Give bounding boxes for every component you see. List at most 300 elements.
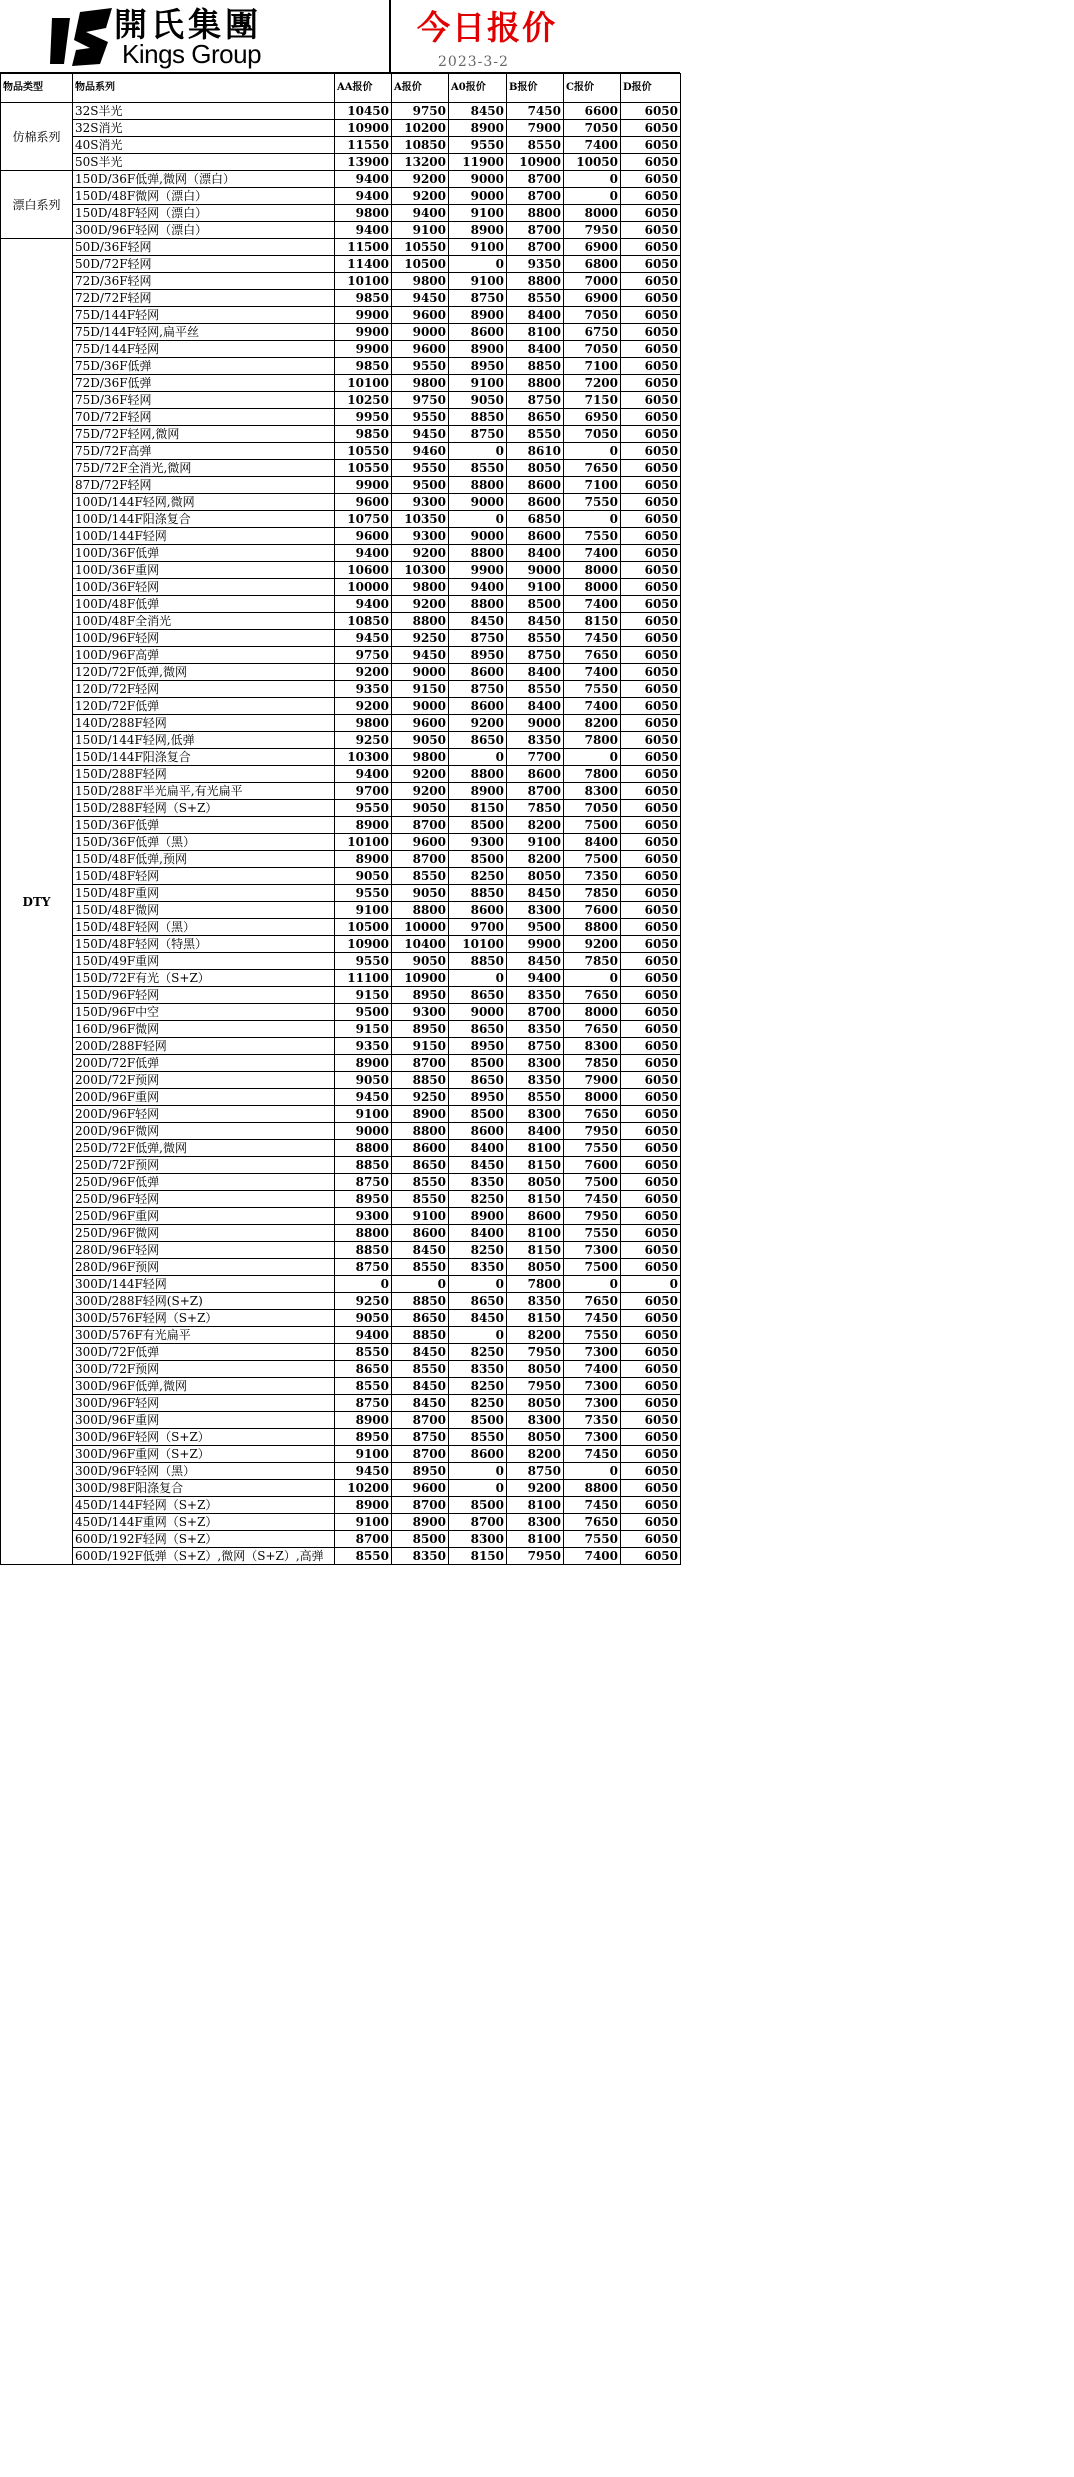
price-cell: 7200 — [564, 375, 621, 392]
price-cell: 8500 — [449, 1412, 507, 1429]
price-cell: 8050 — [507, 1174, 564, 1191]
price-cell: 8800 — [564, 919, 621, 936]
price-cell: 6050 — [621, 273, 681, 290]
price-cell: 6050 — [621, 409, 681, 426]
price-cell: 6050 — [621, 1191, 681, 1208]
price-cell: 8200 — [564, 715, 621, 732]
price-cell: 8900 — [449, 120, 507, 137]
price-cell: 9550 — [392, 409, 449, 426]
price-cell: 6050 — [621, 1242, 681, 1259]
price-cell: 8600 — [392, 1225, 449, 1242]
price-cell: 13200 — [392, 154, 449, 171]
price-cell: 9350 — [335, 1038, 392, 1055]
price-cell: 8750 — [507, 647, 564, 664]
price-cell: 6050 — [621, 1412, 681, 1429]
price-cell: 8650 — [335, 1361, 392, 1378]
price-cell: 0 — [564, 188, 621, 205]
table-row — [1, 426, 681, 443]
price-cell: 7500 — [564, 851, 621, 868]
price-cell: 9900 — [335, 324, 392, 341]
product-name-cell: 120D/72F轻网 — [73, 681, 335, 698]
price-cell: 8550 — [507, 1089, 564, 1106]
price-cell: 9200 — [392, 171, 449, 188]
price-cell: 0 — [564, 443, 621, 460]
price-cell: 6050 — [621, 1140, 681, 1157]
price-cell: 9450 — [392, 647, 449, 664]
price-cell: 9300 — [392, 1004, 449, 1021]
price-cell: 8850 — [392, 1072, 449, 1089]
price-cell: 6050 — [621, 1378, 681, 1395]
price-cell: 8850 — [507, 358, 564, 375]
price-cell: 8750 — [449, 681, 507, 698]
column-header: A报价 — [392, 74, 449, 103]
price-cell: 7150 — [564, 392, 621, 409]
kings-logo-icon — [50, 6, 114, 66]
product-name-cell: 50D/72F轻网 — [73, 256, 335, 273]
price-cell: 6050 — [621, 868, 681, 885]
price-cell: 8250 — [449, 1344, 507, 1361]
price-cell: 8350 — [392, 1548, 449, 1565]
product-name-cell: 150D/48F轻网（漂白） — [73, 205, 335, 222]
product-name-cell: 150D/48F微网（漂白） — [73, 188, 335, 205]
price-cell: 9100 — [449, 239, 507, 256]
price-cell: 7800 — [507, 1276, 564, 1293]
price-cell: 0 — [564, 749, 621, 766]
price-cell: 6050 — [621, 528, 681, 545]
price-cell: 9000 — [449, 528, 507, 545]
price-cell: 7550 — [564, 1531, 621, 1548]
product-name-cell: 75D/144F轻网 — [73, 341, 335, 358]
table-row — [1, 392, 681, 409]
price-cell: 9550 — [335, 885, 392, 902]
price-cell: 8450 — [507, 885, 564, 902]
product-name-cell: 200D/72F低弹 — [73, 1055, 335, 1072]
table-row — [1, 1089, 681, 1106]
price-cell: 8800 — [449, 766, 507, 783]
price-cell: 8700 — [507, 783, 564, 800]
price-cell: 9700 — [449, 919, 507, 936]
price-cell: 7950 — [507, 1378, 564, 1395]
price-cell: 8600 — [449, 698, 507, 715]
price-cell: 9200 — [392, 596, 449, 613]
price-cell: 8250 — [449, 1378, 507, 1395]
price-cell: 9300 — [392, 528, 449, 545]
product-name-cell: 72D/36F低弹 — [73, 375, 335, 392]
price-cell: 9800 — [392, 749, 449, 766]
product-name-cell: 150D/48F轻网（特黑） — [73, 936, 335, 953]
table-row — [1, 273, 681, 290]
price-cell: 8250 — [449, 1191, 507, 1208]
price-cell: 8100 — [507, 1225, 564, 1242]
price-cell: 10550 — [392, 239, 449, 256]
price-cell: 8700 — [392, 1497, 449, 1514]
price-cell: 6050 — [621, 477, 681, 494]
price-cell: 6050 — [621, 596, 681, 613]
table-row — [1, 987, 681, 1004]
product-name-cell: 300D/96F重网 — [73, 1412, 335, 1429]
price-cell: 6050 — [621, 885, 681, 902]
price-cell: 9000 — [392, 698, 449, 715]
price-cell: 6050 — [621, 1327, 681, 1344]
price-cell: 8800 — [335, 1225, 392, 1242]
price-cell: 6050 — [621, 1480, 681, 1497]
price-cell: 9600 — [335, 528, 392, 545]
price-cell: 8100 — [507, 1531, 564, 1548]
table-row — [1, 1446, 681, 1463]
price-cell: 8300 — [507, 1514, 564, 1531]
table-row — [1, 375, 681, 392]
product-name-cell: 70D/72F轻网 — [73, 409, 335, 426]
table-row — [1, 120, 681, 137]
price-cell: 9100 — [335, 1446, 392, 1463]
price-cell: 9400 — [449, 579, 507, 596]
price-cell: 8850 — [449, 885, 507, 902]
table-row — [1, 205, 681, 222]
price-cell: 11500 — [335, 239, 392, 256]
price-cell: 6050 — [621, 936, 681, 953]
product-name-cell: 100D/36F重网 — [73, 562, 335, 579]
price-cell: 8350 — [507, 1293, 564, 1310]
table-row — [1, 953, 681, 970]
price-cell: 7100 — [564, 477, 621, 494]
price-cell: 7700 — [507, 749, 564, 766]
product-name-cell: 450D/144F重网（S+Z） — [73, 1514, 335, 1531]
price-cell: 9450 — [335, 630, 392, 647]
price-cell: 11100 — [335, 970, 392, 987]
price-cell: 7450 — [564, 1446, 621, 1463]
product-name-cell: 250D/72F低弹,微网 — [73, 1140, 335, 1157]
price-cell: 6050 — [621, 1429, 681, 1446]
product-name-cell: 100D/36F低弹 — [73, 545, 335, 562]
price-cell: 6050 — [621, 1106, 681, 1123]
price-cell: 9050 — [392, 800, 449, 817]
table-row — [1, 732, 681, 749]
price-cell: 10500 — [335, 919, 392, 936]
price-cell: 7300 — [564, 1242, 621, 1259]
price-cell: 9400 — [335, 222, 392, 239]
price-cell: 7800 — [564, 766, 621, 783]
price-cell: 6050 — [621, 987, 681, 1004]
price-cell: 7400 — [564, 1548, 621, 1565]
price-cell: 9150 — [335, 987, 392, 1004]
price-cell: 8150 — [507, 1310, 564, 1327]
price-cell: 9700 — [335, 783, 392, 800]
price-cell: 9250 — [335, 732, 392, 749]
price-cell: 8900 — [449, 1208, 507, 1225]
price-cell: 6050 — [621, 1225, 681, 1242]
table-row — [1, 1242, 681, 1259]
price-cell: 6050 — [621, 188, 681, 205]
price-cell: 8400 — [507, 307, 564, 324]
table-row — [1, 834, 681, 851]
table-row — [1, 1276, 681, 1293]
price-cell: 9100 — [449, 273, 507, 290]
price-cell: 8050 — [507, 460, 564, 477]
price-cell: 8600 — [507, 766, 564, 783]
price-cell: 7950 — [507, 1548, 564, 1565]
price-cell: 6050 — [621, 817, 681, 834]
price-cell: 8700 — [507, 239, 564, 256]
table-row — [1, 1497, 681, 1514]
price-cell: 8400 — [507, 341, 564, 358]
price-cell: 8250 — [449, 1395, 507, 1412]
price-cell: 0 — [621, 1276, 681, 1293]
price-cell: 8750 — [507, 1038, 564, 1055]
price-cell: 8700 — [392, 1446, 449, 1463]
price-cell: 6050 — [621, 664, 681, 681]
price-cell: 8550 — [392, 1174, 449, 1191]
product-name-cell: 200D/96F重网 — [73, 1089, 335, 1106]
price-cell: 8650 — [507, 409, 564, 426]
price-cell: 7550 — [564, 1140, 621, 1157]
price-cell: 9050 — [335, 1072, 392, 1089]
product-name-cell: 100D/36F轻网 — [73, 579, 335, 596]
table-row — [1, 766, 681, 783]
price-cell: 8700 — [392, 1055, 449, 1072]
product-name-cell: 100D/144F阳涤复合 — [73, 511, 335, 528]
price-cell: 9550 — [392, 460, 449, 477]
price-cell: 8500 — [507, 596, 564, 613]
price-cell: 6050 — [621, 1463, 681, 1480]
price-cell: 6900 — [564, 290, 621, 307]
price-cell: 8950 — [392, 1021, 449, 1038]
price-cell: 6050 — [621, 732, 681, 749]
price-cell: 6050 — [621, 1514, 681, 1531]
product-name-cell: 200D/72F预网 — [73, 1072, 335, 1089]
price-cell: 8600 — [507, 1208, 564, 1225]
price-cell: 8550 — [449, 460, 507, 477]
product-name-cell: 75D/72F轻网,微网 — [73, 426, 335, 443]
table-row — [1, 919, 681, 936]
table-row — [1, 1378, 681, 1395]
product-name-cell: 250D/96F低弹 — [73, 1174, 335, 1191]
price-cell: 10100 — [449, 936, 507, 953]
table-row — [1, 1327, 681, 1344]
price-cell: 7050 — [564, 426, 621, 443]
price-cell: 9750 — [392, 392, 449, 409]
price-cell: 8900 — [335, 817, 392, 834]
price-cell: 9400 — [335, 766, 392, 783]
price-cell: 7100 — [564, 358, 621, 375]
price-cell: 8850 — [392, 1293, 449, 1310]
table-header-row — [1, 74, 681, 103]
price-cell: 9250 — [335, 1293, 392, 1310]
table-row — [1, 1293, 681, 1310]
product-name-cell: 300D/96F轻网（黑） — [73, 1463, 335, 1480]
price-cell: 7650 — [564, 647, 621, 664]
price-cell: 9850 — [335, 290, 392, 307]
price-cell: 8900 — [335, 1412, 392, 1429]
column-header: C报价 — [564, 74, 621, 103]
price-cell: 8700 — [507, 188, 564, 205]
table-row — [1, 664, 681, 681]
product-name-cell: 200D/96F微网 — [73, 1123, 335, 1140]
price-cell: 8800 — [392, 902, 449, 919]
product-name-cell: 280D/96F预网 — [73, 1259, 335, 1276]
price-cell: 9450 — [392, 290, 449, 307]
table-row — [1, 936, 681, 953]
price-cell: 6050 — [621, 1174, 681, 1191]
price-cell: 8750 — [392, 1429, 449, 1446]
product-name-cell: 100D/48F全消光 — [73, 613, 335, 630]
table-row — [1, 222, 681, 239]
price-cell: 6050 — [621, 256, 681, 273]
table-row — [1, 511, 681, 528]
price-cell: 9300 — [335, 1208, 392, 1225]
price-cell: 8610 — [507, 443, 564, 460]
price-cell: 6050 — [621, 545, 681, 562]
price-cell: 7450 — [564, 1310, 621, 1327]
price-cell: 6050 — [621, 307, 681, 324]
price-cell: 8800 — [564, 1480, 621, 1497]
price-cell: 9400 — [392, 205, 449, 222]
table-row — [1, 1514, 681, 1531]
price-cell: 6050 — [621, 511, 681, 528]
price-cell: 8650 — [449, 1021, 507, 1038]
price-cell: 8300 — [564, 1038, 621, 1055]
price-cell: 6050 — [621, 1208, 681, 1225]
price-cell: 7850 — [564, 1055, 621, 1072]
product-name-cell: 100D/48F低弹 — [73, 596, 335, 613]
price-cell: 9400 — [335, 171, 392, 188]
table-row — [1, 630, 681, 647]
price-cell: 8750 — [335, 1395, 392, 1412]
price-cell: 8550 — [335, 1548, 392, 1565]
product-name-cell: 300D/96F轻网（S+Z） — [73, 1429, 335, 1446]
table-row — [1, 596, 681, 613]
price-cell: 10200 — [335, 1480, 392, 1497]
price-cell: 9750 — [335, 647, 392, 664]
table-row — [1, 817, 681, 834]
price-cell: 7500 — [564, 1259, 621, 1276]
price-cell: 8000 — [564, 1004, 621, 1021]
price-cell: 9200 — [507, 1480, 564, 1497]
table-row — [1, 1259, 681, 1276]
price-cell: 8450 — [507, 613, 564, 630]
column-header: B报价 — [507, 74, 564, 103]
price-cell: 9800 — [335, 205, 392, 222]
price-cell: 9000 — [335, 1123, 392, 1140]
product-name-cell: 50S半光 — [73, 154, 335, 171]
price-cell: 9550 — [335, 953, 392, 970]
table-row — [1, 1480, 681, 1497]
price-cell: 9450 — [335, 1089, 392, 1106]
product-name-cell: 160D/96F微网 — [73, 1021, 335, 1038]
product-name-cell: 150D/96F中空 — [73, 1004, 335, 1021]
price-cell: 6050 — [621, 1038, 681, 1055]
price-cell: 10850 — [335, 613, 392, 630]
product-name-cell: 300D/98F阳涤复合 — [73, 1480, 335, 1497]
price-cell: 8000 — [564, 579, 621, 596]
price-cell: 7400 — [564, 698, 621, 715]
table-row — [1, 1072, 681, 1089]
table-row — [1, 528, 681, 545]
table-row — [1, 290, 681, 307]
product-name-cell: 40S消光 — [73, 137, 335, 154]
price-cell: 8450 — [449, 103, 507, 120]
table-row — [1, 239, 681, 256]
price-cell: 10050 — [564, 154, 621, 171]
price-cell: 0 — [449, 511, 507, 528]
price-cell: 9250 — [392, 1089, 449, 1106]
price-table-body — [1, 103, 681, 1565]
price-cell: 6750 — [564, 324, 621, 341]
price-cell: 7300 — [564, 1395, 621, 1412]
price-cell: 6050 — [621, 630, 681, 647]
price-cell: 8700 — [449, 1514, 507, 1531]
price-cell: 9200 — [335, 664, 392, 681]
product-name-cell: 150D/36F低弹 — [73, 817, 335, 834]
price-cell: 10100 — [335, 375, 392, 392]
price-cell: 9900 — [335, 477, 392, 494]
price-cell: 8950 — [392, 1463, 449, 1480]
price-cell: 8850 — [392, 1327, 449, 1344]
table-row — [1, 562, 681, 579]
price-cell: 13900 — [335, 154, 392, 171]
price-cell: 7450 — [507, 103, 564, 120]
column-header: D报价 — [621, 74, 681, 103]
price-cell: 8900 — [392, 1514, 449, 1531]
price-cell: 8200 — [507, 851, 564, 868]
price-cell: 8100 — [507, 324, 564, 341]
price-cell: 6050 — [621, 970, 681, 987]
price-cell: 6050 — [621, 1395, 681, 1412]
table-row — [1, 1191, 681, 1208]
price-cell: 0 — [564, 1276, 621, 1293]
table-row — [1, 409, 681, 426]
price-cell: 10250 — [335, 392, 392, 409]
price-cell: 6050 — [621, 426, 681, 443]
price-cell: 9550 — [449, 137, 507, 154]
price-cell: 6050 — [621, 1004, 681, 1021]
product-name-cell: 300D/96F低弹,微网 — [73, 1378, 335, 1395]
price-cell: 8400 — [449, 1140, 507, 1157]
price-cell: 8550 — [507, 137, 564, 154]
price-cell: 6050 — [621, 562, 681, 579]
price-cell: 8550 — [507, 426, 564, 443]
price-cell: 8550 — [507, 290, 564, 307]
table-row — [1, 460, 681, 477]
price-cell: 7300 — [564, 1344, 621, 1361]
price-cell: 9050 — [392, 953, 449, 970]
table-row — [1, 1344, 681, 1361]
price-cell: 6050 — [621, 1531, 681, 1548]
price-cell: 9600 — [392, 307, 449, 324]
price-cell: 11900 — [449, 154, 507, 171]
product-name-cell: 150D/48F重网 — [73, 885, 335, 902]
product-name-cell: 150D/48F微网 — [73, 902, 335, 919]
price-cell: 7850 — [507, 800, 564, 817]
price-cell: 6050 — [621, 1361, 681, 1378]
price-cell: 8200 — [507, 1446, 564, 1463]
table-row — [1, 698, 681, 715]
column-header: 物品系列 — [73, 74, 335, 103]
price-cell: 0 — [564, 511, 621, 528]
price-cell: 8750 — [335, 1174, 392, 1191]
price-cell: 7650 — [564, 1293, 621, 1310]
price-cell: 8500 — [449, 851, 507, 868]
price-cell: 7450 — [564, 1191, 621, 1208]
price-cell: 9200 — [392, 783, 449, 800]
product-name-cell: 300D/72F预网 — [73, 1361, 335, 1378]
price-cell: 9350 — [335, 681, 392, 698]
price-cell: 8200 — [507, 1327, 564, 1344]
price-cell: 9100 — [392, 1208, 449, 1225]
product-name-cell: 75D/144F轻网,扁平丝 — [73, 324, 335, 341]
price-cell: 8700 — [392, 1412, 449, 1429]
price-cell: 8950 — [335, 1191, 392, 1208]
price-cell: 9050 — [335, 1310, 392, 1327]
